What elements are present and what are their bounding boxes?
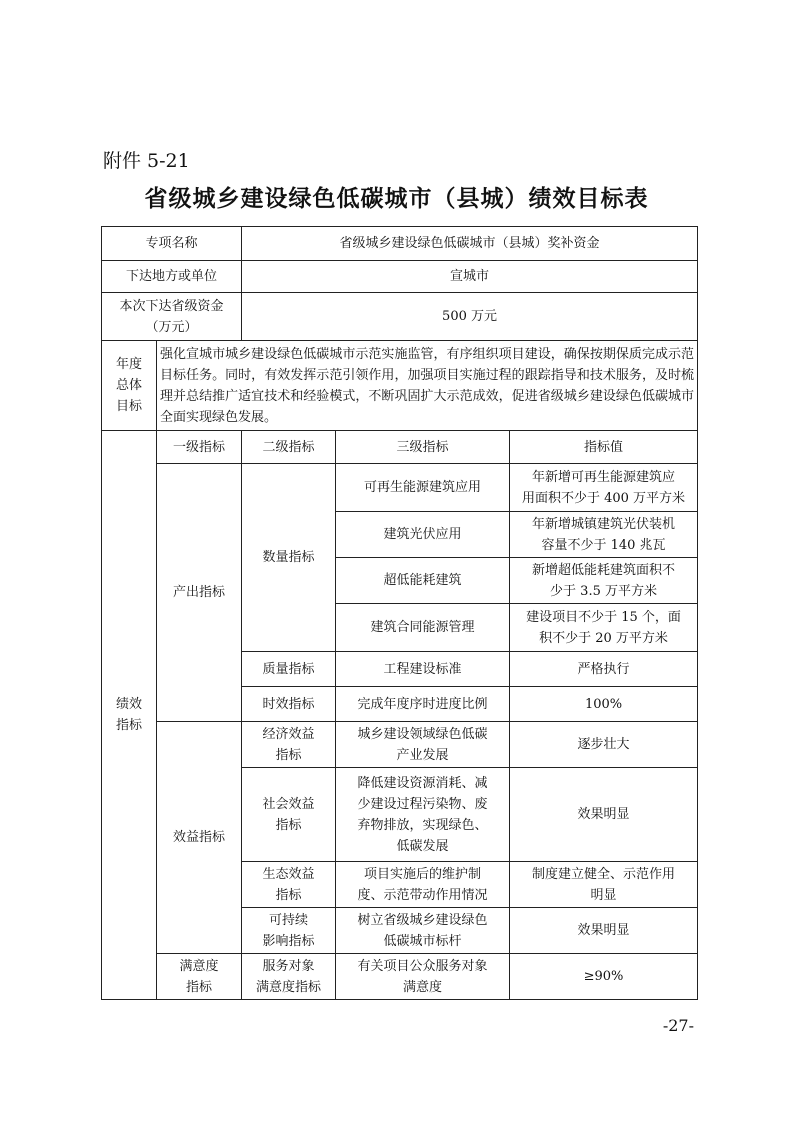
table-row bbox=[102, 722, 698, 768]
table-row bbox=[102, 954, 698, 1000]
performance-table bbox=[101, 226, 698, 1000]
indicator-item-line: 树立省级城乡建设绿色 bbox=[357, 912, 488, 928]
region-value: 宣城市 bbox=[242, 261, 698, 293]
table-row bbox=[102, 293, 698, 341]
label-line: 可持续 bbox=[269, 912, 309, 928]
funds-label-line: （万元） bbox=[145, 319, 198, 335]
indicator-item-line: 低碳发展 bbox=[396, 838, 449, 854]
label-line: 指标 bbox=[275, 747, 302, 763]
indicator-item: 建筑光伏应用 bbox=[336, 512, 510, 558]
indicator-item bbox=[336, 768, 510, 862]
table-row bbox=[102, 261, 698, 293]
goal-label bbox=[102, 341, 157, 431]
funds-label bbox=[102, 293, 242, 341]
indicator-item-line: 度、示范带动作用情况 bbox=[357, 887, 488, 903]
indicator-item: 可再生能源建筑应用 bbox=[336, 464, 510, 512]
label-line: 指标 bbox=[186, 979, 213, 995]
table-row bbox=[102, 341, 698, 431]
region-label: 下达地方或单位 bbox=[102, 261, 242, 293]
indicator-value-line: 少于 3.5 万平方米 bbox=[550, 583, 657, 599]
table-row bbox=[102, 431, 698, 464]
header-level2: 二级指标 bbox=[242, 431, 336, 464]
indicator-value-line: 年新增可再生能源建筑应 bbox=[532, 469, 676, 485]
indicator-value bbox=[510, 862, 698, 908]
indicator-value-line: 容量不少于 140 兆瓦 bbox=[541, 537, 666, 553]
indicator-value: 严格执行 bbox=[510, 652, 698, 687]
indicator-item-line: 满意度 bbox=[403, 979, 443, 995]
satisfaction-label bbox=[157, 954, 242, 1000]
indicator-item-line: 产业发展 bbox=[396, 747, 449, 763]
indicator-value-line: 年新增城镇建筑光伏装机 bbox=[532, 516, 676, 532]
indicator-item: 工程建设标准 bbox=[336, 652, 510, 687]
label-line: 影响指标 bbox=[262, 933, 315, 949]
annex-label: 附件 5-21 bbox=[103, 150, 190, 172]
indicator-value-line: 新增超低能耗建筑面积不 bbox=[532, 562, 676, 578]
indicator-item: 超低能耗建筑 bbox=[336, 558, 510, 604]
indicator-value-line: 制度建立健全、示范作用 bbox=[532, 866, 676, 882]
label-line: 经济效益 bbox=[262, 726, 315, 742]
goal-label-line: 目标 bbox=[115, 399, 142, 414]
goal-label-line: 总体 bbox=[115, 378, 142, 393]
indicator-item bbox=[336, 722, 510, 768]
indicator-value: 效果明显 bbox=[510, 768, 698, 862]
indicator-value: 效果明显 bbox=[510, 908, 698, 954]
indicator-item-line: 有关项目公众服务对象 bbox=[357, 958, 488, 974]
perf-label bbox=[102, 431, 157, 1000]
label-line: 满意度 bbox=[179, 958, 219, 974]
sustainable-label bbox=[242, 908, 336, 954]
indicator-value bbox=[510, 512, 698, 558]
indicator-value: ≥90% bbox=[510, 954, 698, 1000]
label-line: 社会效益 bbox=[262, 796, 315, 812]
page-title: 省级城乡建设绿色低碳城市（县城）绩效目标表 bbox=[144, 186, 649, 212]
benefit-label: 效益指标 bbox=[157, 722, 242, 954]
header-value: 指标值 bbox=[510, 431, 698, 464]
indicator-value-line: 积不少于 20 万平方米 bbox=[539, 630, 668, 646]
indicator-value bbox=[510, 558, 698, 604]
indicator-item: 建筑合同能源管理 bbox=[336, 604, 510, 652]
indicator-value: 100% bbox=[510, 687, 698, 722]
project-name-value: 省级城乡建设绿色低碳城市（县城）奖补资金 bbox=[242, 227, 698, 261]
indicator-value: 逐步壮大 bbox=[510, 722, 698, 768]
label-line: 指标 bbox=[275, 887, 302, 903]
funds-label-line: 本次下达省级资金 bbox=[119, 298, 224, 314]
project-name-label: 专项名称 bbox=[102, 227, 242, 261]
indicator-item-line: 城乡建设领域绿色低碳 bbox=[357, 726, 488, 742]
indicator-item: 完成年度序时进度比例 bbox=[336, 687, 510, 722]
indicator-value-line: 明显 bbox=[590, 887, 617, 903]
indicator-item bbox=[336, 954, 510, 1000]
timeliness-label: 时效指标 bbox=[242, 687, 336, 722]
page-number: -27- bbox=[662, 1016, 694, 1035]
header-level3: 三级指标 bbox=[336, 431, 510, 464]
perf-label-line: 指标 bbox=[115, 718, 142, 733]
social-label bbox=[242, 768, 336, 862]
goal-label-line: 年度 bbox=[115, 357, 142, 372]
indicator-value-line: 用面积不少于 400 万平方米 bbox=[521, 490, 686, 506]
ecological-label bbox=[242, 862, 336, 908]
header-level1: 一级指标 bbox=[157, 431, 242, 464]
label-line: 服务对象 bbox=[262, 958, 315, 974]
goal-text: 强化宣城市城乡建设绿色低碳城市示范实施监管，有序组织项目建设，确保按期保质完成示范目标任务。同时，有效发挥示范引领作用，加强项目实施过程的跟踪指导和技术服务，及时梳理并总结推广适宜技术和经验模式，不断巩固扩大示范成效，促进省级城乡建设绿色低碳城市全面实现绿色发展。 bbox=[157, 341, 698, 431]
indicator-value bbox=[510, 604, 698, 652]
table-row bbox=[102, 227, 698, 261]
indicator-item-line: 弃物排放，实现绿色、 bbox=[357, 817, 488, 833]
economic-label bbox=[242, 722, 336, 768]
indicator-value bbox=[510, 464, 698, 512]
label-line: 满意度指标 bbox=[256, 979, 322, 995]
indicator-item-line: 降低建设资源消耗、减 bbox=[357, 775, 488, 791]
satisfaction-sub-label bbox=[242, 954, 336, 1000]
perf-label-line: 绩效 bbox=[115, 697, 142, 712]
funds-value: 500 万元 bbox=[242, 293, 698, 341]
indicator-item bbox=[336, 862, 510, 908]
output-label: 产出指标 bbox=[157, 464, 242, 722]
quality-label: 质量指标 bbox=[242, 652, 336, 687]
indicator-item-line: 项目实施后的维护制 bbox=[364, 866, 482, 882]
indicator-value-line: 建设项目不少于 15 个，面 bbox=[526, 609, 681, 625]
table-row bbox=[102, 464, 698, 512]
indicator-item-line: 低碳城市标杆 bbox=[383, 933, 462, 949]
indicator-item bbox=[336, 908, 510, 954]
label-line: 指标 bbox=[275, 817, 302, 833]
label-line: 生态效益 bbox=[262, 866, 315, 882]
indicator-item-line: 少建设过程污染物、废 bbox=[357, 796, 488, 812]
quantity-label: 数量指标 bbox=[242, 464, 336, 652]
